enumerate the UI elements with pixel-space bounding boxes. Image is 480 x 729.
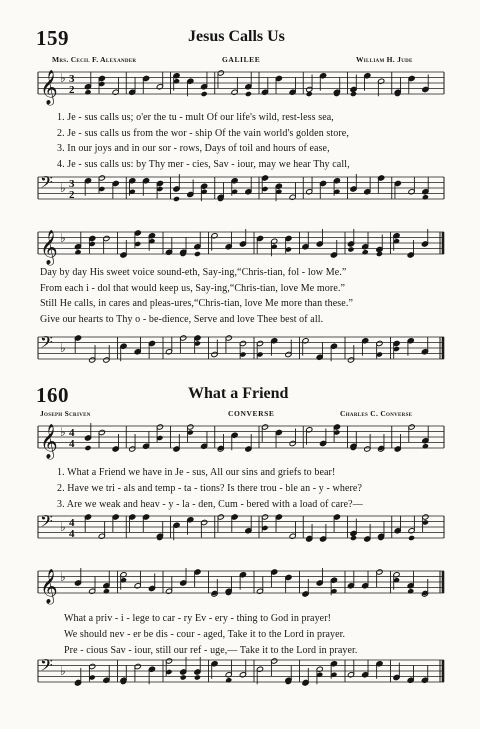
staff-lines — [0, 165, 480, 211]
time-signature-bottom: 2 — [69, 84, 75, 96]
staff-lines — [0, 414, 480, 460]
lyric-line: Pre - cious Sav - iour, still our ref - uge,— Take it to the Lord in prayer. — [64, 645, 358, 656]
lyric-line: 1. What a Friend we have in Je - sus, All our sins and griefs to bear! — [57, 467, 336, 478]
time-signature-top: 4 — [69, 517, 75, 529]
lyrics-block-2 — [40, 265, 353, 327]
flat-icon: ♭ — [60, 341, 66, 355]
bass-clef-icon: 𝄢 — [40, 332, 53, 356]
flat-icon: ♭ — [60, 520, 66, 534]
hymn-composer: William H. Jude — [356, 55, 413, 64]
hymn-title: What a Friend — [188, 385, 289, 402]
lyric-line: We should nev - er be dis - cour - aged, Take it to the Lord in prayer. — [64, 629, 346, 640]
lyric-line: Give our hearts to Thy o - be-dience, Serve and love Thee best of all. — [40, 313, 324, 325]
staff-lines — [0, 220, 480, 266]
hymn-tune-name: GALILEE — [222, 55, 261, 64]
staff-lines — [0, 504, 480, 550]
staff-lines — [0, 648, 480, 694]
bass-clef-icon: 𝄢 — [40, 655, 53, 679]
flat-icon: ♭ — [60, 664, 66, 678]
lyric-line: From each i - dol that would keep us, Say-ing,“Chris-tian, love Me more.” — [40, 282, 346, 294]
hymn-tune-name: CONVERSE — [228, 409, 275, 418]
hymn-author: Joseph Scriven — [40, 409, 91, 418]
lyric-line: What a priv - i - lege to car - ry Ev - ery - thing to God in prayer! — [64, 613, 332, 624]
hymn-author: Mrs. Cecil F. Alexander — [52, 55, 137, 64]
flat-icon: ♭ — [60, 181, 66, 195]
flat-icon: ♭ — [60, 231, 66, 245]
lyric-line: 2. Je - sus calls us from the wor - ship Of the vain world's golden store, — [57, 127, 349, 139]
flat-icon: ♭ — [60, 425, 66, 439]
lyric-line: 2. Have we tri - als and temp - ta - tions? Is there trou - ble an - y - where? — [57, 483, 363, 494]
time-signature-bottom: 4 — [69, 438, 75, 450]
lyric-line: 4. Je - sus calls us: by Thy mer - cies, Sav - iour, may we hear Thy call, — [57, 158, 350, 170]
flat-icon: ♭ — [60, 71, 66, 85]
lyric-line: Still He calls, in cares and pleas-ures,“Chris-tian, love Me more than these.” — [40, 298, 353, 309]
lyrics-block-1 — [57, 110, 350, 172]
staff-lines — [0, 60, 480, 106]
treble-clef-icon: 𝄞 — [40, 569, 58, 604]
bass-clef-icon: 𝄢 — [40, 511, 53, 535]
staff-lines — [0, 325, 480, 371]
staff-lines — [0, 559, 480, 605]
treble-clef-icon: 𝄞 — [40, 70, 58, 105]
lyric-line: Day by day His sweet voice sound-eth, Say-ing,“Chris-tian, fol - low Me.” — [40, 267, 347, 278]
hymn-composer: Charles C. Converse — [340, 409, 413, 418]
lyric-line: 1. Je - sus calls us; o'er the tu - mult Of our life's wild, rest-less sea, — [57, 112, 334, 123]
time-signature-top: 4 — [69, 427, 75, 439]
hymn-number: 160 — [36, 383, 69, 407]
bass-clef-icon: 𝄢 — [40, 172, 53, 196]
time-signature-bottom: 4 — [69, 528, 75, 540]
time-signature-top: 3 — [69, 73, 75, 85]
lyric-line: 3. Are we weak and heav - y - la - den, Cum - bered with a load of care?— — [57, 499, 363, 510]
treble-clef-icon: 𝄞 — [40, 424, 58, 459]
time-signature-top: 3 — [69, 178, 75, 190]
treble-clef-icon: 𝄞 — [40, 230, 58, 265]
time-signature-bottom: 2 — [69, 189, 75, 201]
flat-icon: ♭ — [60, 570, 66, 584]
hymn-number: 159 — [36, 26, 69, 50]
hymn-title: Jesus Calls Us — [188, 28, 285, 45]
lyric-line: 3. In our joys and in our sor - rows, Days of toil and hours of ease, — [57, 143, 330, 154]
